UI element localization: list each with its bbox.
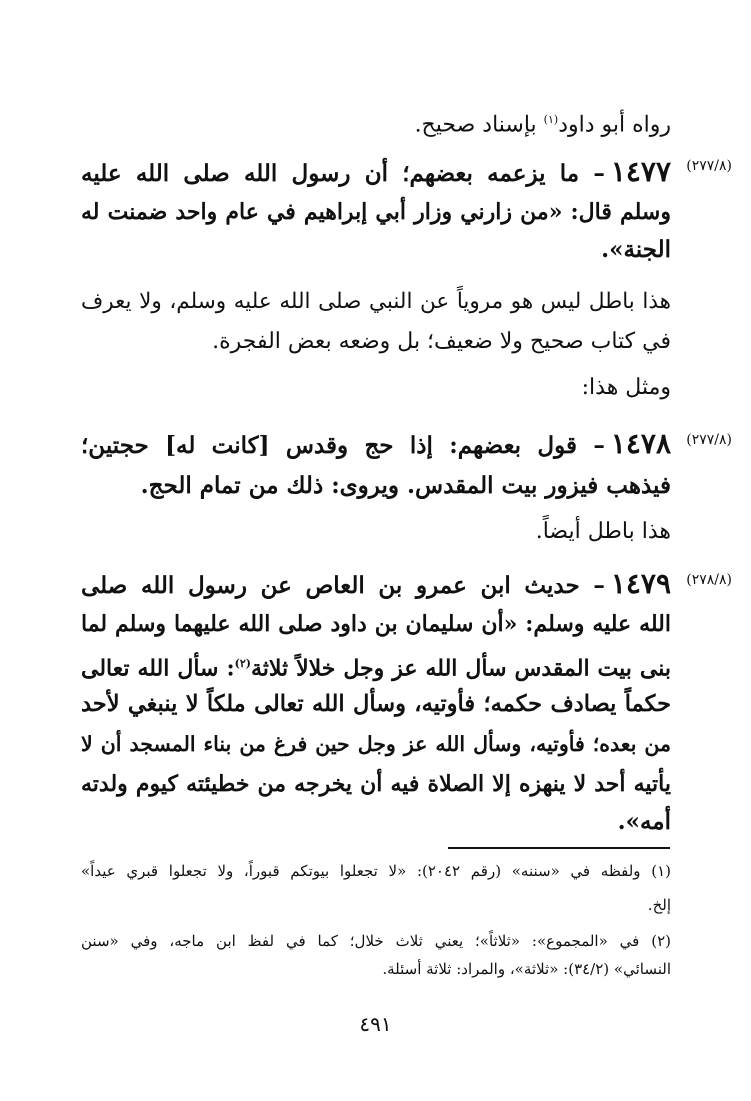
comment-1478: هذا باطل أيضاً. [535,519,671,544]
reference-1478: (٢٧٧/٨) [686,432,732,448]
hadith-1478-text-1: – قول بعضهم: إذا حج وقدس [كانت له] حجتين؛ [81,432,605,459]
hadith-number-1479: ١٤٧٩ [610,567,671,600]
footnote-2-line-2: النسائي» (٣٤/٢): «ثلاثة»، والمراد: ثلاثة أسئلة. [382,960,671,978]
hadith-1478-line-1 [81,424,671,466]
footnote-marker-2: (٢) [234,657,251,670]
hadith-number-1478: ١٤٧٨ [610,427,671,460]
hadith-1477-line-1 [81,152,671,194]
hadith-1479-line-3 [81,644,671,688]
hadith-1479-text-3a: بنى بيت المقدس سأل الله عز وجل خلالاً ثلاثة [250,655,671,682]
hadith-1477-text-1: – ما يزعمه بعضهم؛ أن رسول الله صلى الله عليه [81,160,605,187]
footnote-separator [448,847,670,849]
hadith-1479-line-4: حكماً يصادف حكمه؛ فأوتيه، وسأل الله تعالى ملكاً لا ينبغي لأحد [81,691,671,717]
intro-text-end: بإسناد صحيح. [414,112,544,138]
comment-1477-line-3: ومثل هذا: [581,375,671,400]
hadith-1479-line-5: من بعده؛ فأوتيه، وسأل الله عز وجل حين فرغ من بناء المسجد أن لا [81,732,671,756]
hadith-1478-line-2: فيذهب فيزور بيت المقدس. ويروى: ذلك من تمام الحج. [140,472,671,499]
intro-line [81,100,671,145]
hadith-1479-text-3b: : سأل الله تعالى [81,655,235,682]
footnote-1-line-1: (١) ولفظه في «سننه» (رقم ٢٠٤٢): «لا تجعلوا بيوتكم قبوراً، ولا تجعلوا قبري عيداً» [81,862,671,880]
reference-1479: (٢٧٨/٨) [686,572,732,588]
footnote-marker-1: (١) [543,113,559,126]
footnote-1-line-2: إلخ. [647,896,671,914]
hadith-1477-line-3: الجنة». [601,236,671,263]
hadith-1479-line-2: الله عليه وسلم: «أن سليمان بن داود صلى الله عليهما وسلم لما [81,611,671,637]
footnote-2-line-1: (٢) في «المجموع»: «ثلاثاً»؛ يعني ثلاث خلال؛ كما في لفظ ابن ماجه، وفي «سنن [81,932,671,950]
hadith-1479-line-6: يأتيه أحد لا ينهزه إلا الصلاة فيه أن يخرجه من خطيئته كيوم ولدته [81,771,671,797]
comment-1477-line-1: هذا باطل ليس هو مروياً عن النبي صلى الله عليه وسلم، ولا يعرف [81,289,671,314]
hadith-number-1477: ١٤٧٧ [610,155,671,188]
reference-1477: (٢٧٧/٨) [686,158,732,174]
hadith-1477-line-2: وسلم قال: «من زارني وزار أبي إبراهيم في عام واحد ضمنت له [81,199,671,225]
comment-1477-line-2: في كتاب صحيح ولا ضعيف؛ بل وضعه بعض الفجرة. [212,329,671,354]
page-number: ٤٩١ [359,1012,392,1036]
hadith-1479-line-1 [81,564,671,606]
hadith-1479-line-7: أمه». [617,808,671,835]
hadith-1479-text-1: – حديث ابن عمرو بن العاص عن رسول الله صلى [81,572,605,599]
intro-text: رواه أبو داود [558,112,671,138]
